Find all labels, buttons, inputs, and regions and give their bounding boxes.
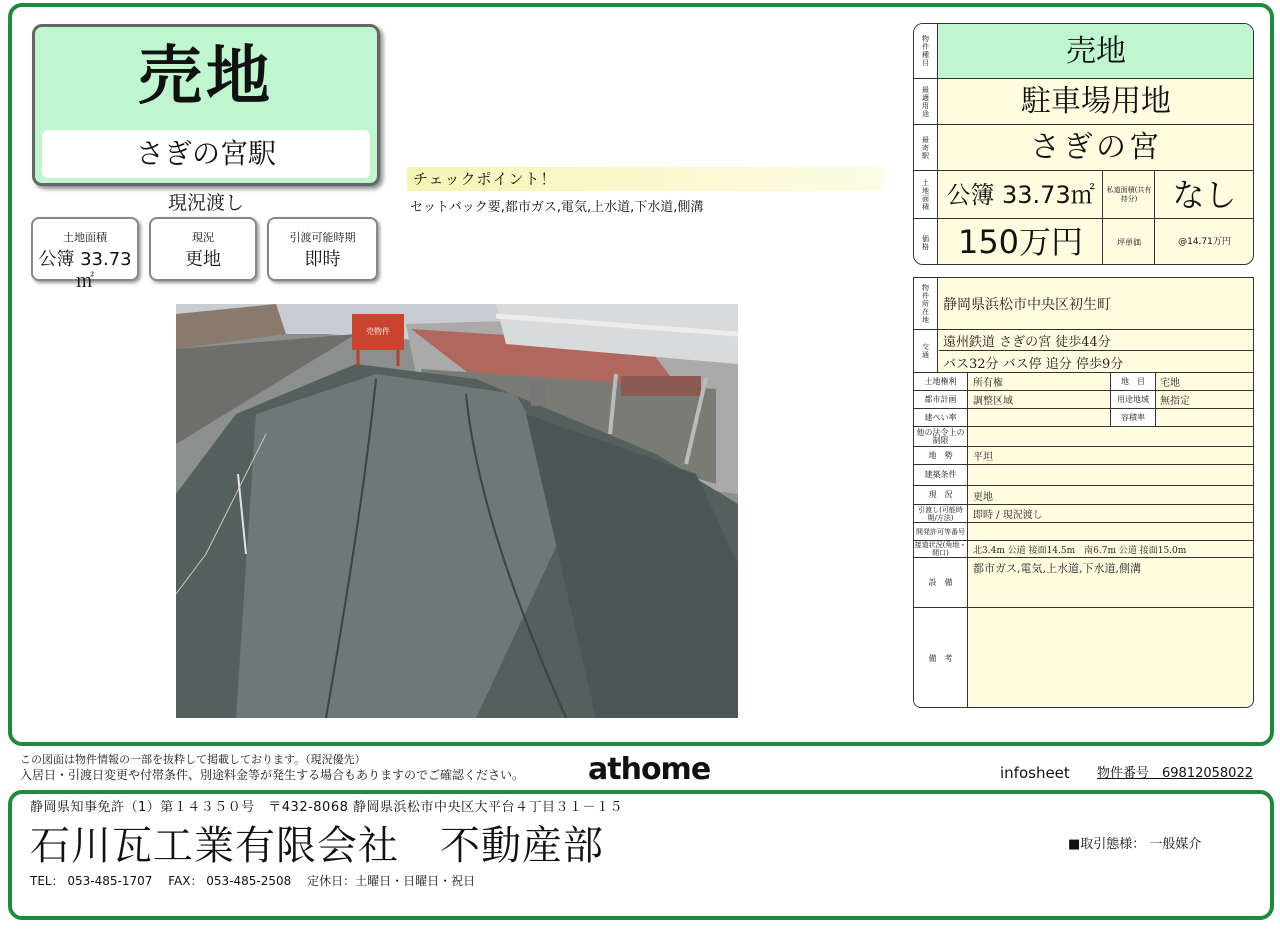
current-state-value: 更地 <box>185 249 221 270</box>
rights-value: 所有権 <box>969 373 1111 390</box>
summary-use: 駐車場用地 <box>1021 84 1171 119</box>
area-label: 土地面積 <box>922 178 929 211</box>
summary-area: 公簿 33.73㎡ <box>939 171 1103 218</box>
company-name: 石川瓦工業有限会社 不動産部 <box>30 823 604 869</box>
build-condition-value <box>969 465 973 485</box>
location-value: 静岡県浜松市中央区初生町 <box>943 296 1111 313</box>
chimoku-label: 地 目 <box>1111 373 1156 390</box>
use-label: 最適用途 <box>922 85 929 118</box>
terrain-value: 平坦 <box>973 452 993 463</box>
private-road-value: なし <box>1172 176 1237 214</box>
checkpoint-body: セットバック要,都市ガス,電気,上水道,下水道,側溝 <box>410 200 704 215</box>
law-value <box>969 427 973 446</box>
land-area-value: 公簿 33.73㎡ <box>38 249 132 292</box>
far-value <box>1156 409 1160 426</box>
land-area-card <box>31 217 139 292</box>
disclaimer-line-1: この図面は物件情報の一部を抜粋して掲載しております。（現況優先） <box>20 753 366 766</box>
handover-status: 現況渡し <box>167 192 244 214</box>
traffic-label: 交通 <box>922 343 929 359</box>
far-label: 容積率 <box>1111 409 1156 426</box>
checkpoint-title: チェックポイント！ <box>407 167 883 191</box>
station-heading: さぎの宮駅 <box>42 130 370 178</box>
permit-value <box>969 523 973 540</box>
city-plan-value: 調整区域 <box>969 391 1111 408</box>
law-label: 他の法令上の制限 <box>914 427 968 446</box>
handover-time-value: 即時 <box>304 249 341 270</box>
infosheet-label: infosheet <box>1000 764 1070 782</box>
price-label: 価格 <box>922 234 929 251</box>
zone-label: 用途地域 <box>1111 391 1156 408</box>
company-license: 静岡県知事免許（1）第１４３５０号 〒432-8068 静岡県浜松市中央区大平台４丁目３１－１５ <box>30 800 623 815</box>
permit-label: 開発許可等番号 <box>914 523 968 540</box>
type-label: 物件種目 <box>922 35 929 67</box>
city-plan-label: 都市計画 <box>914 391 968 408</box>
summary-table <box>913 23 1254 265</box>
property-number: 物件番号 69812058022 <box>1097 766 1253 781</box>
disclaimer-line-2: 入居日・引渡日変更や付帯条件、別途料金等が発生する場合もありますのでご確認ください。 <box>20 768 525 782</box>
price-value: 150万円 <box>939 219 1103 265</box>
zone-value: 無指定 <box>1160 396 1190 407</box>
transaction-type: ■取引態様： 一般媒介 <box>1068 837 1202 852</box>
remarks-value <box>969 608 973 708</box>
detail-table <box>913 277 1254 708</box>
company-contact: TEL： 053-485-1707 FAX： 053-485-2508 定休日：土曜日・日曜日・祝日 <box>30 874 476 888</box>
tsubo-value: @14.71万円 <box>1178 237 1231 247</box>
svg-text:売物件: 売物件 <box>366 327 390 336</box>
handover-time-label: 引渡可能時期 <box>289 231 356 244</box>
road-label: 接道状況(角地・間口) <box>914 541 967 557</box>
summary-type: 売地 <box>939 24 1253 78</box>
rights-label: 土地権利 <box>914 373 968 390</box>
road-value: 北3.4m 公道 接面14.5m 南6.7m 公道 接面15.0m <box>973 545 1187 556</box>
property-photo <box>176 304 738 718</box>
tsubo-label: 坪単価 <box>1104 219 1155 265</box>
coverage-label: 建ぺい率 <box>914 409 968 426</box>
headline-card <box>32 24 380 186</box>
current-state-card <box>149 217 257 281</box>
location-label: 物件所在地 <box>922 283 929 324</box>
chimoku-value: 宅地 <box>1160 378 1180 389</box>
terrain-label: 地 勢 <box>914 447 968 464</box>
handover-label: 引渡し(可能時期/方法) <box>914 505 968 522</box>
handover-value: 即時 / 現況渡し <box>973 510 1043 521</box>
summary-station: さぎの宮 <box>1030 130 1162 165</box>
current-label: 現 況 <box>914 486 968 504</box>
current-state-label: 現況 <box>192 231 214 244</box>
traffic-line-1: 遠州鉄道 さぎの宮 徒歩44分 <box>939 330 1253 351</box>
private-road-label: 私道面積(共有持分) <box>1104 171 1155 218</box>
current-value: 更地 <box>973 491 993 503</box>
traffic-line-2: バス32分 バス停 追分 停歩9分 <box>943 356 1124 372</box>
athome-logo: athome <box>588 752 711 787</box>
facility-value: 都市ガス,電気,上水道,下水道,側溝 <box>973 562 1141 575</box>
property-type-heading: 売地 <box>138 40 274 114</box>
land-area-label: 土地面積 <box>63 231 107 244</box>
station-label: 最寄駅 <box>922 135 929 160</box>
facility-label: 設 備 <box>914 558 968 607</box>
handover-time-card <box>267 217 378 281</box>
remarks-label: 備 考 <box>914 608 968 708</box>
build-condition-label: 建築条件 <box>914 465 968 485</box>
coverage-value <box>969 409 1111 426</box>
